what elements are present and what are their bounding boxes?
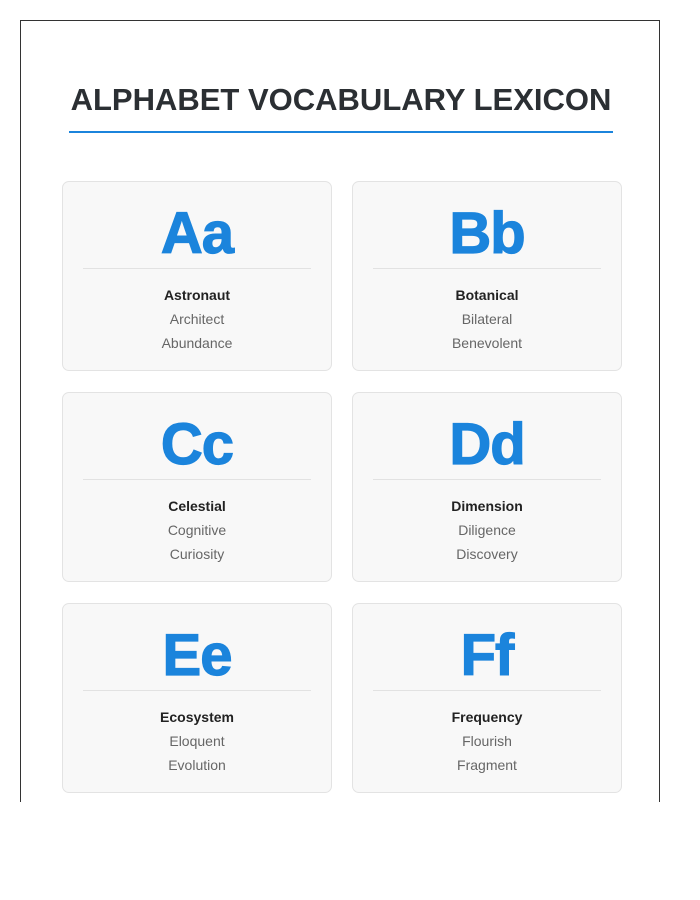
card-divider	[83, 690, 311, 691]
word-list	[63, 705, 331, 777]
card-divider	[373, 690, 601, 691]
word-item: Cognitive	[167, 522, 227, 538]
word-item: Botanical	[455, 287, 519, 303]
letter-pair: Ff	[460, 623, 514, 688]
word-item: Benevolent	[451, 335, 523, 351]
word-item: Dimension	[451, 498, 523, 514]
word-item: Celestial	[168, 498, 226, 514]
card-divider	[373, 479, 601, 480]
word-item: Architect	[169, 311, 225, 327]
word-list	[63, 494, 331, 566]
letter-card-grid	[62, 181, 622, 793]
word-item: Ecosystem	[160, 709, 234, 725]
letter-card-f	[352, 603, 622, 793]
letter-card-a	[62, 181, 332, 371]
letter-pair: Ee	[162, 623, 232, 688]
word-item: Evolution	[168, 757, 226, 773]
word-list	[353, 705, 621, 777]
word-item: Eloquent	[169, 733, 225, 749]
word-item: Flourish	[462, 733, 512, 749]
card-divider	[83, 479, 311, 480]
word-list	[353, 494, 621, 566]
word-item: Diligence	[458, 522, 516, 538]
letter-card-c	[62, 392, 332, 582]
word-item: Fragment	[457, 757, 517, 773]
word-item: Frequency	[451, 709, 523, 725]
letter-pair: Aa	[160, 201, 234, 266]
title-underline	[69, 131, 613, 133]
letter-card-e	[62, 603, 332, 793]
word-item: Curiosity	[169, 546, 225, 562]
letter-pair: Cc	[160, 412, 234, 477]
letter-card-d	[352, 392, 622, 582]
word-item: Bilateral	[461, 311, 513, 327]
header	[69, 81, 613, 133]
word-item: Abundance	[161, 335, 233, 351]
word-list	[63, 283, 331, 355]
letter-pair: Bb	[449, 201, 525, 266]
page-container	[20, 20, 660, 802]
word-item: Discovery	[456, 546, 518, 562]
card-divider	[373, 268, 601, 269]
word-list	[353, 283, 621, 355]
card-divider	[83, 268, 311, 269]
letter-card-b	[352, 181, 622, 371]
letter-pair: Dd	[449, 412, 525, 477]
word-item: Astronaut	[163, 287, 231, 303]
page-title: ALPHABET VOCABULARY LEXICON	[70, 82, 612, 117]
